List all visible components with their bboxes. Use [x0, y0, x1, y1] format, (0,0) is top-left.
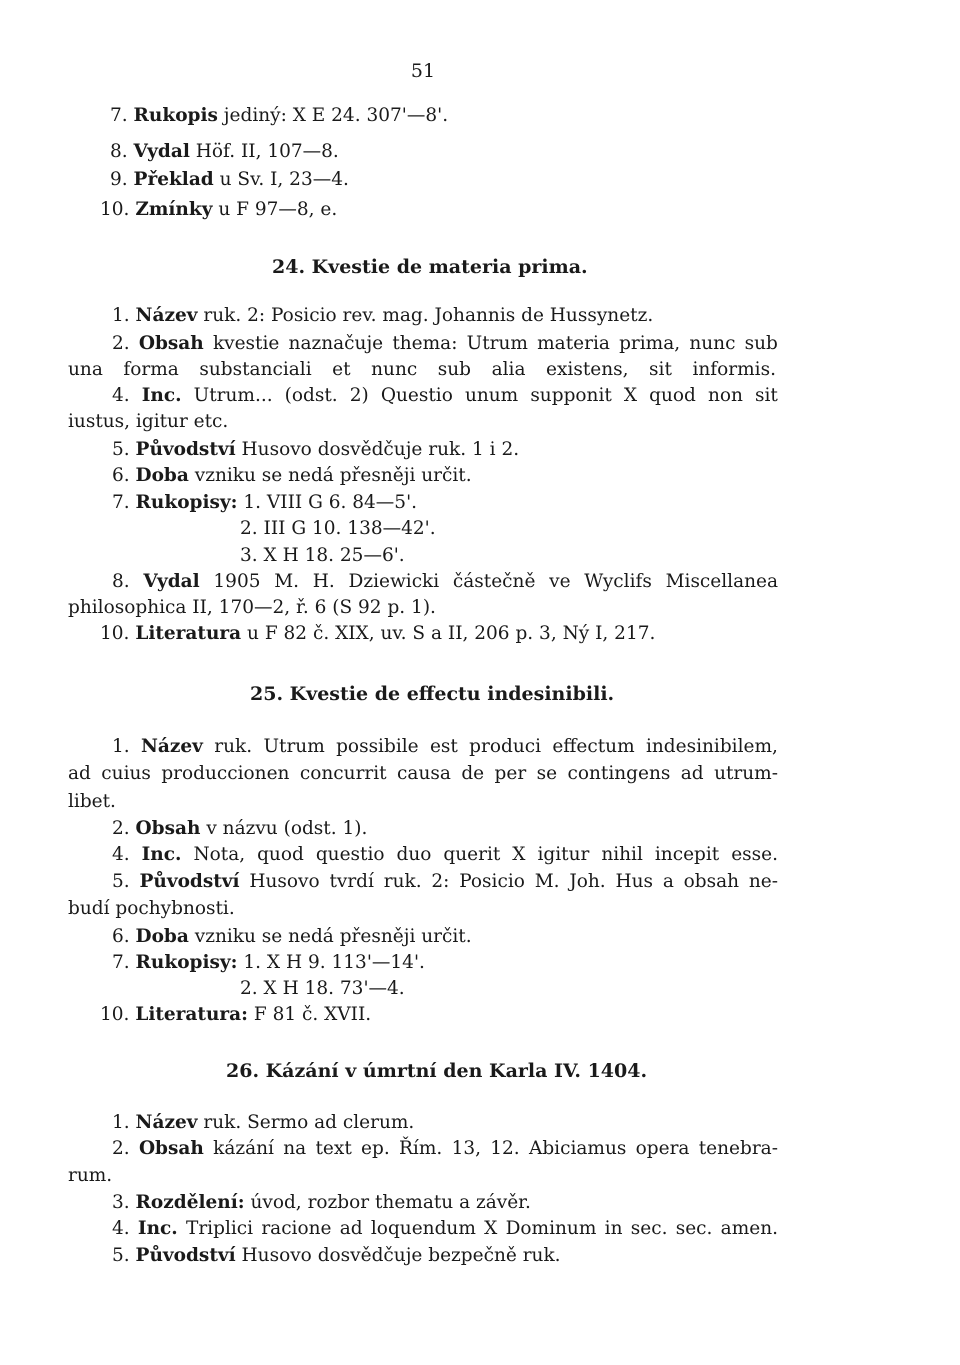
- text-line: 3. Rozdělení: úvod, rozbor thematu a závěr.: [112, 1192, 531, 1213]
- text-line: 3. X H 18. 25—6'.: [240, 545, 405, 566]
- text-line: 5. Původství Husovo dosvědčuje bezpečně ruk.: [112, 1245, 561, 1266]
- text-line: 7. Rukopisy: 1. X H 9. 113'—14'.: [112, 952, 425, 973]
- text-line: ad cuius produccionen concurrit causa de per se contingens ad utrum-: [68, 763, 778, 784]
- text-line: philosophica II, 170—2, ř. 6 (S 92 p. 1).: [68, 597, 436, 618]
- text-line: iustus, igitur etc.: [68, 411, 229, 432]
- text-line: 1. Název ruk. 2: Posicio rev. mag. Johannis de Hussynetz.: [112, 305, 654, 326]
- text-line: budí pochybnosti.: [68, 898, 235, 919]
- line: 7. Rukopis jediný: X E 24. 307'—8'.: [110, 105, 449, 126]
- text-line: 2. X H 18. 73'—4.: [240, 978, 405, 999]
- line: 9. Překlad u Sv. I, 23—4.: [110, 169, 349, 190]
- text-line: 10. Literatura u F 82 č. XIX, uv. S a II, 206 p. 3, Ný I, 217.: [100, 623, 656, 644]
- text-line: 8. Vydal 1905 M. H. Dziewicki částečně ve Wyclifs Miscellanea: [112, 571, 778, 592]
- text-line: 4. Inc. Utrum... (odst. 2) Questio unum supponit X quod non sit: [112, 385, 778, 406]
- section-title: 25. Kvestie de effectu indesinibili.: [250, 683, 615, 705]
- text-line: 6. Doba vzniku se nedá přesněji určit.: [112, 926, 472, 947]
- text-line: 7. Rukopisy: 1. VIII G 6. 84—5'.: [112, 492, 418, 513]
- text-line: 4. Inc. Nota, quod questio duo querit X igitur nihil incepit esse.: [112, 844, 778, 865]
- text-line: libet.: [68, 791, 116, 812]
- text-line: 2. III G 10. 138—42'.: [240, 518, 436, 539]
- text-line: 4. Inc. Triplici racione ad loquendum X Dominum in sec. sec. amen.: [112, 1218, 778, 1239]
- text-line: 1. Název ruk. Sermo ad clerum.: [112, 1112, 415, 1133]
- text-line: 10. Literatura: F 81 č. XVII.: [100, 1004, 372, 1025]
- text-line: 2. Obsah kvestie naznačuje thema: Utrum materia prima, nunc sub: [112, 333, 778, 354]
- text-line: 5. Původství Husovo dosvědčuje ruk. 1 i 2.: [112, 439, 520, 460]
- text-line: 6. Doba vzniku se nedá přesněji určit.: [112, 465, 472, 486]
- text-line: 5. Původství Husovo tvrdí ruk. 2: Posicio M. Joh. Hus a obsah ne-: [112, 871, 778, 892]
- text-line: una forma substanciali et nunc sub alia existens, sit informis.: [68, 359, 776, 380]
- line: 8. Vydal Höf. II, 107—8.: [110, 141, 339, 162]
- section-title: 26. Kázání v úmrtní den Karla IV. 1404.: [226, 1060, 648, 1082]
- section-title: 24. Kvestie de materia prima.: [272, 256, 588, 278]
- page-number: 51: [410, 60, 436, 82]
- text-line: 2. Obsah v názvu (odst. 1).: [112, 818, 368, 839]
- text-line: rum.: [68, 1165, 113, 1186]
- text-line: 1. Název ruk. Utrum possibile est produci effectum indesinibilem,: [112, 736, 778, 757]
- text-line: 2. Obsah kázání na text ep. Řím. 13, 12. Abiciamus opera tenebra-: [112, 1138, 778, 1159]
- line: 10. Zmínky u F 97—8, e.: [100, 199, 338, 220]
